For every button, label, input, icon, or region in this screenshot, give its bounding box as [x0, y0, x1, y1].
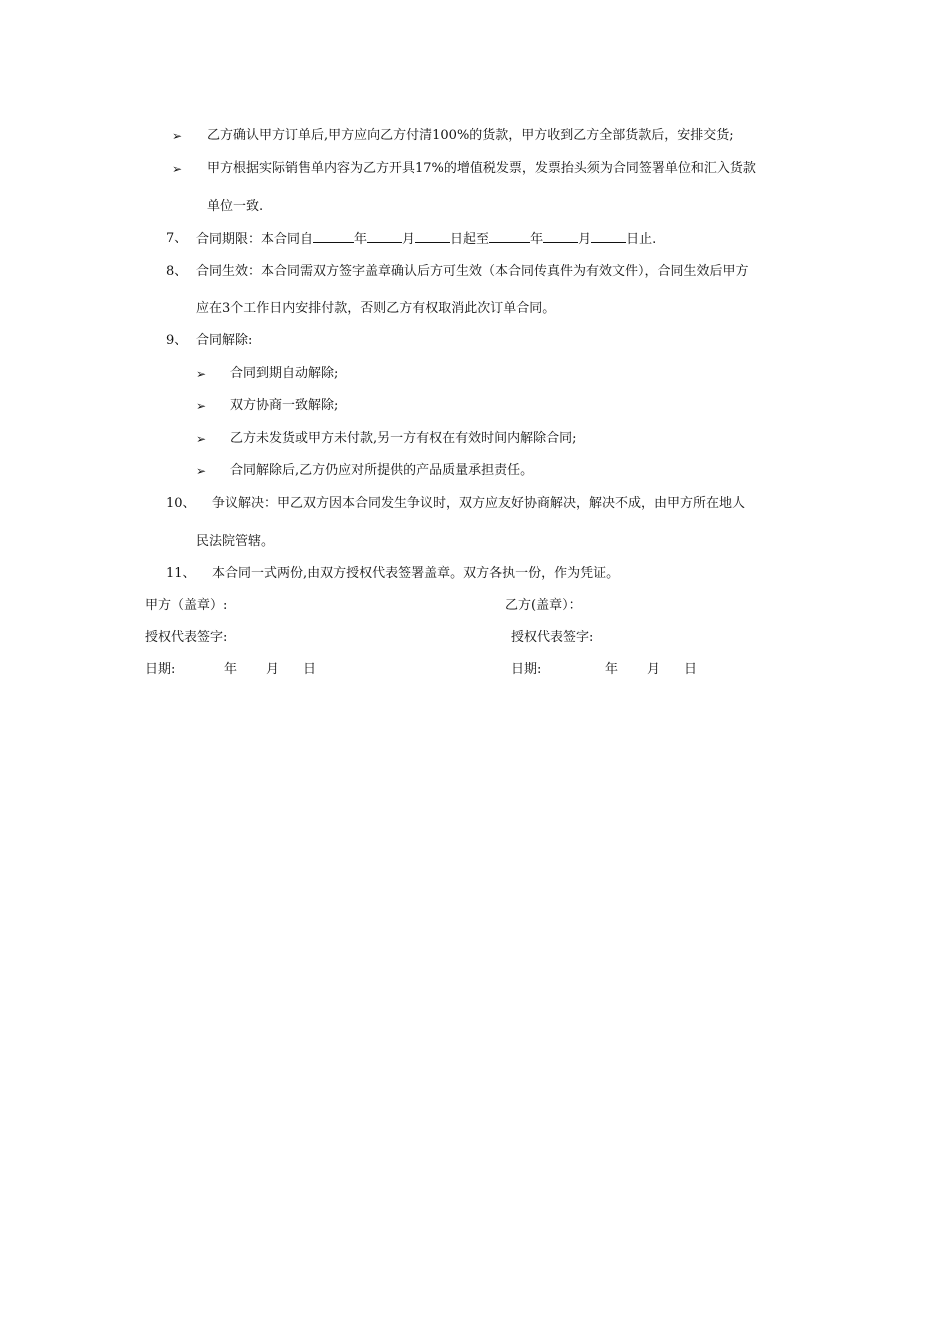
party-a-seal-label: 甲方（盖章）:	[145, 598, 228, 613]
item-7-number: 7、	[166, 231, 188, 246]
item-9-title: 合同解除:	[196, 333, 253, 348]
party-a-date-year: 年	[224, 662, 238, 677]
item-11-text: 本合同一式两份,由双方授权代表签署盖章。双方各执一份，作为凭证。	[212, 566, 620, 581]
payment-bullet-2-cont: 单位一致.	[207, 199, 264, 214]
party-a-date-label: 日期:	[145, 662, 176, 677]
term-day-label: 日起至	[450, 232, 490, 247]
party-a-date-day: 日	[303, 662, 317, 677]
term-month-label: 月	[578, 232, 592, 247]
bullet-arrow-icon: ➢	[172, 162, 183, 176]
party-b-date-label: 日期:	[511, 662, 542, 677]
term-month-label: 月	[402, 232, 416, 247]
bullet-arrow-icon: ➢	[196, 464, 207, 478]
start-year-blank	[313, 230, 354, 243]
payment-bullet-1: 乙方确认甲方订单后,甲方应向乙方付清100%的货款，甲方收到乙方全部货款后，安排交货;	[207, 128, 734, 143]
term-prefix: 合同期限：本合同自	[196, 232, 314, 247]
termination-bullet: 合同到期自动解除;	[230, 366, 339, 381]
party-a-rep-label: 授权代表签字:	[145, 630, 228, 645]
party-b-rep-label: 授权代表签字:	[511, 630, 594, 645]
start-day-blank	[415, 230, 450, 243]
payment-bullet-2: 甲方根据实际销售单内容为乙方开具17%的增值税发票，发票抬头须为合同签署单位和汇入货款	[207, 161, 756, 176]
term-year-label: 年	[354, 232, 368, 247]
item-10-line-2: 民法院管辖。	[196, 534, 275, 549]
item-8-line-1: 合同生效：本合同需双方签字盖章确认后方可生效（本合同传真件为有效文件），合同生效后甲方	[196, 264, 749, 279]
party-b-date-year: 年	[605, 662, 619, 677]
termination-bullet: 合同解除后,乙方仍应对所提供的产品质量承担责任。	[230, 463, 534, 478]
end-day-blank	[591, 230, 626, 243]
item-8-number: 8、	[166, 264, 188, 279]
party-b-date-month: 月	[647, 662, 661, 677]
termination-bullet: 双方协商一致解除;	[230, 398, 339, 413]
bullet-arrow-icon: ➢	[196, 367, 207, 381]
party-b-seal-label: 乙方(盖章）：	[505, 598, 582, 613]
bullet-arrow-icon: ➢	[172, 129, 183, 143]
term-year-label: 年	[530, 232, 544, 247]
end-year-blank	[489, 230, 530, 243]
bullet-arrow-icon: ➢	[196, 399, 207, 413]
item-10-number: 10、	[166, 496, 196, 511]
item-7-term	[196, 230, 656, 249]
item-9-number: 9、	[166, 333, 188, 348]
item-11-number: 11、	[166, 566, 196, 581]
item-8-line-2: 应在3个工作日内安排付款，否则乙方有权取消此次订单合同。	[196, 301, 556, 316]
term-day-label: 日止.	[626, 232, 657, 247]
item-10-line-1: 争议解决：甲乙双方因本合同发生争议时，双方应友好协商解决，解决不成，由甲方所在地人	[212, 496, 746, 511]
bullet-arrow-icon: ➢	[196, 432, 207, 446]
start-month-blank	[367, 230, 402, 243]
party-b-date-day: 日	[684, 662, 698, 677]
party-a-date-month: 月	[266, 662, 280, 677]
end-month-blank	[543, 230, 578, 243]
termination-bullet: 乙方未发货或甲方未付款,另一方有权在有效时间内解除合同;	[230, 431, 577, 446]
